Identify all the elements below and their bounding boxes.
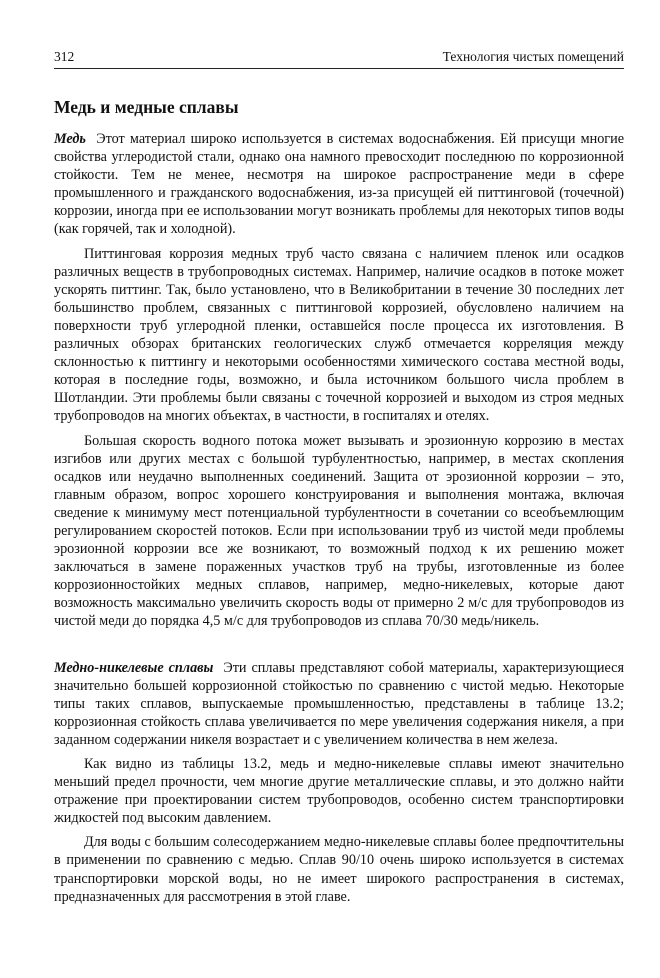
- section-title: Медь и медные сплавы: [54, 97, 239, 117]
- page-number: 312: [54, 49, 75, 64]
- running-title: Технология чистых помещений: [442, 49, 624, 64]
- paragraph-saline-water: Для воды с большим солесодержанием медно-никелевые сплавы более предпочтительны в применении по сравнению с медью. Сплав 90/10 очень широко используется в системах транспортировки морской воды, но не имеет широкого распространения в системах, предназначенных для рассмотрения в этой главе.: [54, 834, 624, 905]
- paragraph-strength: Как видно из таблицы 13.2, медь и медно-никелевые сплавы имеют значительно меньший предел прочности, чем многие другие металлические сплавы, и это должно найти отражение при проектировании систем трубопроводов, особенно систем транспортировки жидкостей под высоким давлением.: [54, 756, 624, 827]
- paragraph-copper-nickel-text: Эти сплавы представляют собой материалы, характеризующиеся значительно большей коррозионной стойкостью по сравнению с чистой медью. Некоторые типы таких сплавов, выпускаемые промышленностью, представлены в таблице 13.2; коррозионная стойкость сплава увеличивается по мере увеличения содержания никеля, а при заданном содержании никеля возрастает и с увеличением количества в нем железа.: [54, 659, 624, 748]
- paragraph-copper: [54, 130, 624, 239]
- paragraph-pitting: Питтинговая коррозия медных труб часто связана с наличием пленок или осадков различных веществ в трубопроводных системах. Например, наличие осадков в потоке может ускорять питтинг. Так, было установлено, что в Великобритании в течение 30 последних лет большинство проблем, связанных с питтинговой коррозией, обусловлено наличием на поверхности труб углеродной пленки, оставшейся после процесса их изготовления. В различных обзорах британских геологических служб отмечается корреляция между склонностью к питтингу и некоторыми особенностями химического состава местной воды, которая в последние годы, возможно, и была источником большого числа проблем в Шотландии. Эти проблемы были связаны с точечной коррозией и выходом из строя медных трубопроводов на многих объектах, в частности, в госпиталях и отелях.: [54, 245, 624, 425]
- body-text: [54, 130, 624, 906]
- paragraph-copper-text: Этот материал широко используется в системах водоснабжения. Ей присущи многие свойства углеродистой стали, однако она намного превосходит последнюю по коррозионной стойкости. Тем не менее, несмотря на широкое распространение меди в сфере промышленного и гражданского водоснабжения, из-за присущей ей питтинговой (точечной) коррозии, иногда при ее использовании могут возникать проблемы для некоторых типов воды (как горячей, так и холодной).: [54, 131, 624, 238]
- run-in-heading-copper-nickel: Медно-никелевые сплавы: [54, 659, 214, 676]
- paragraph-copper-nickel: [54, 659, 624, 749]
- paragraph-erosion: Большая скорость водного потока может вызывать и эрозионную коррозию в местах изгибов или других местах с большой турбулентностью, например, в местах скопления осадков или неудачно выполненных соединений. Защита от эрозионной коррозии – это, главным образом, вопрос хорошего конструирования и выполнения монтажа, включая сведение к минимуму мест потенциальной турбулентности в сочетании со всеобъемлющим регулированием скоростей потоков. Если при использовании труб из чистой меди проблемы эрозионной коррозии все же возникают, то возможный подход к их решению может заключаться в замене пораженных участков труб на трубы, изготовленные из более коррозионностойких медных сплавов, например, медно-никелевых, которые дают возможность максимально увеличить скорость воды от примерно 2 м/с для трубопроводов из чистой меди до порядка 4,5 м/с для трубопроводов из сплава 70/30 медь/никель.: [54, 432, 624, 630]
- run-in-heading-copper: Медь: [54, 131, 86, 147]
- header-rule: [54, 68, 624, 69]
